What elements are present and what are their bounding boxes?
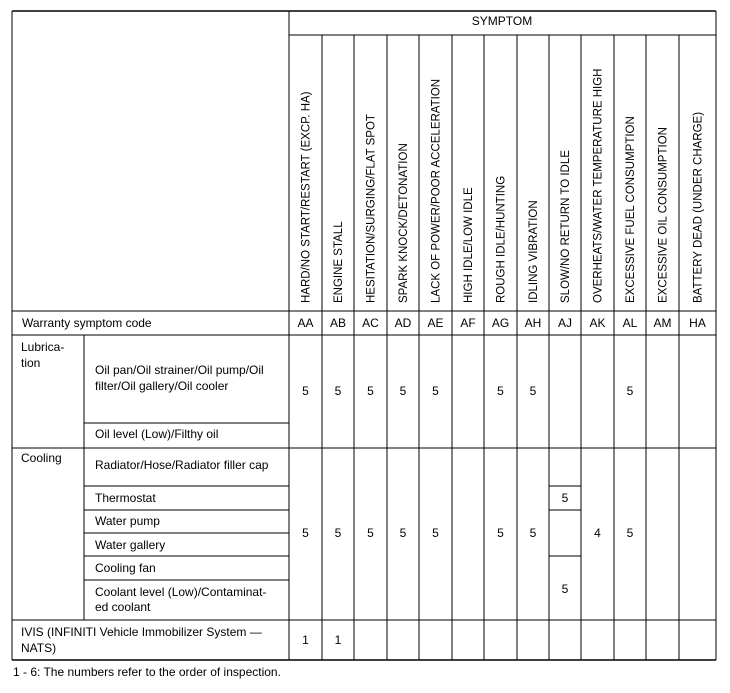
lubrication-value-ag: 5 — [497, 384, 504, 398]
lubrication-value-ah: 5 — [529, 384, 537, 398]
symptom-label-ae: LACK OF POWER/POOR ACCELERATION — [430, 78, 443, 303]
code-ag: AG — [491, 316, 510, 330]
cooling-item-water-gallery: Water gallery — [95, 538, 166, 552]
lubrication-value-ac: 5 — [367, 384, 374, 398]
symptom-header: SYMPTOM — [471, 14, 533, 28]
cooling-item-thermostat: Thermostat — [95, 491, 156, 505]
code-aj: AJ — [557, 316, 573, 330]
lubrication-value-al: 5 — [626, 384, 634, 398]
symptom-label-ah: IDLING VIBRATION — [528, 200, 540, 303]
lubrication-category-line-1: Lubrica- — [21, 340, 65, 354]
cooling-value-ak: 4 — [594, 526, 601, 540]
code-ah: AH — [524, 316, 542, 330]
code-ae: AE — [427, 316, 444, 330]
code-ak: AK — [589, 316, 606, 330]
cooling-item-cooling-fan: Cooling fan — [95, 561, 156, 575]
symptom-label-ag: ROUGH IDLE/HUNTING — [495, 175, 508, 303]
cooling-item-water-pump: Water pump — [95, 514, 160, 528]
code-ab: AB — [329, 316, 347, 330]
symptom-label-ad: SPARK KNOCK/DETONATION — [398, 143, 410, 303]
code-ac: AC — [362, 316, 379, 330]
symptom-label-ab: ENGINE STALL — [333, 221, 345, 303]
cooling-value-ah: 5 — [529, 526, 537, 540]
ivis-value-aa: 1 — [302, 633, 309, 647]
lubrication-category-line-2: tion — [21, 356, 41, 370]
code-ad: AD — [394, 316, 412, 330]
cooling-item-radiator: Radiator/Hose/Radiator filler cap — [95, 458, 269, 472]
code-ha: HA — [689, 316, 706, 330]
footnote: 1 - 6: The numbers refer to the order of inspection. — [13, 665, 281, 679]
cooling-category: Cooling — [21, 451, 62, 465]
ivis-label-line-1: IVIS (INFINITI Vehicle Immobilizer System — — [21, 625, 262, 639]
symptom-label-al: EXCESSIVE FUEL CONSUMPTION — [625, 116, 637, 303]
code-aa: AA — [297, 316, 314, 330]
lubrication-value-aa: 5 — [302, 384, 309, 398]
aj-thermostat-value: 5 — [561, 491, 569, 505]
symptom-label-ak: OVERHEATS/WATER TEMPERATURE HIGH — [592, 68, 605, 303]
oil-level-item: Oil level (Low)/Filthy oil — [95, 427, 219, 441]
cooling-values — [302, 526, 634, 540]
symptom-label-aj: SLOW/NO RETURN TO IDLE — [560, 150, 572, 303]
cooling-item-coolant-line-2: ed coolant — [95, 600, 151, 614]
warranty-code-label: Warranty symptom code — [22, 316, 152, 330]
cooling-value-ab: 5 — [334, 526, 342, 540]
lubrication-value-ae: 5 — [432, 384, 439, 398]
lubrication-values — [302, 384, 634, 398]
symptom-label-aa: HARD/NO START/RESTART (EXCP. HA) — [300, 91, 313, 303]
symptom-label-am: EXCESSIVE OIL CONSUMPTION — [657, 127, 670, 303]
ivis-label-line-2: NATS) — [21, 641, 57, 655]
cooling-value-ac: 5 — [367, 526, 374, 540]
symptom-label-af: HIGH IDLE/LOW IDLE — [463, 187, 475, 303]
cooling-value-ad: 5 — [399, 526, 407, 540]
oil-system-item-line-1: Oil pan/Oil strainer/Oil pump/Oil — [95, 363, 264, 377]
lubrication-value-ab: 5 — [334, 384, 342, 398]
ivis-value-ab: 1 — [334, 633, 342, 647]
code-am: AM — [653, 316, 672, 330]
code-af: AF — [460, 316, 476, 330]
cooling-value-ag: 5 — [497, 526, 504, 540]
aj-coolant-value: 5 — [561, 582, 569, 596]
cooling-value-ae: 5 — [432, 526, 439, 540]
symptom-codes — [297, 316, 705, 330]
oil-system-item-line-2: filter/Oil gallery/Oil cooler — [95, 379, 229, 393]
code-al: AL — [622, 316, 638, 330]
lubrication-value-ad: 5 — [399, 384, 407, 398]
symptom-label-ac: HESITATION/SURGING/FLAT SPOT — [365, 114, 378, 303]
symptom-label-ha: BATTERY DEAD (UNDER CHARGE) — [692, 111, 705, 303]
cooling-item-coolant-line-1: Coolant level (Low)/Contaminat- — [95, 585, 267, 599]
cooling-value-aa: 5 — [302, 526, 309, 540]
symptom-labels — [301, 69, 705, 304]
cooling-value-al: 5 — [626, 526, 634, 540]
